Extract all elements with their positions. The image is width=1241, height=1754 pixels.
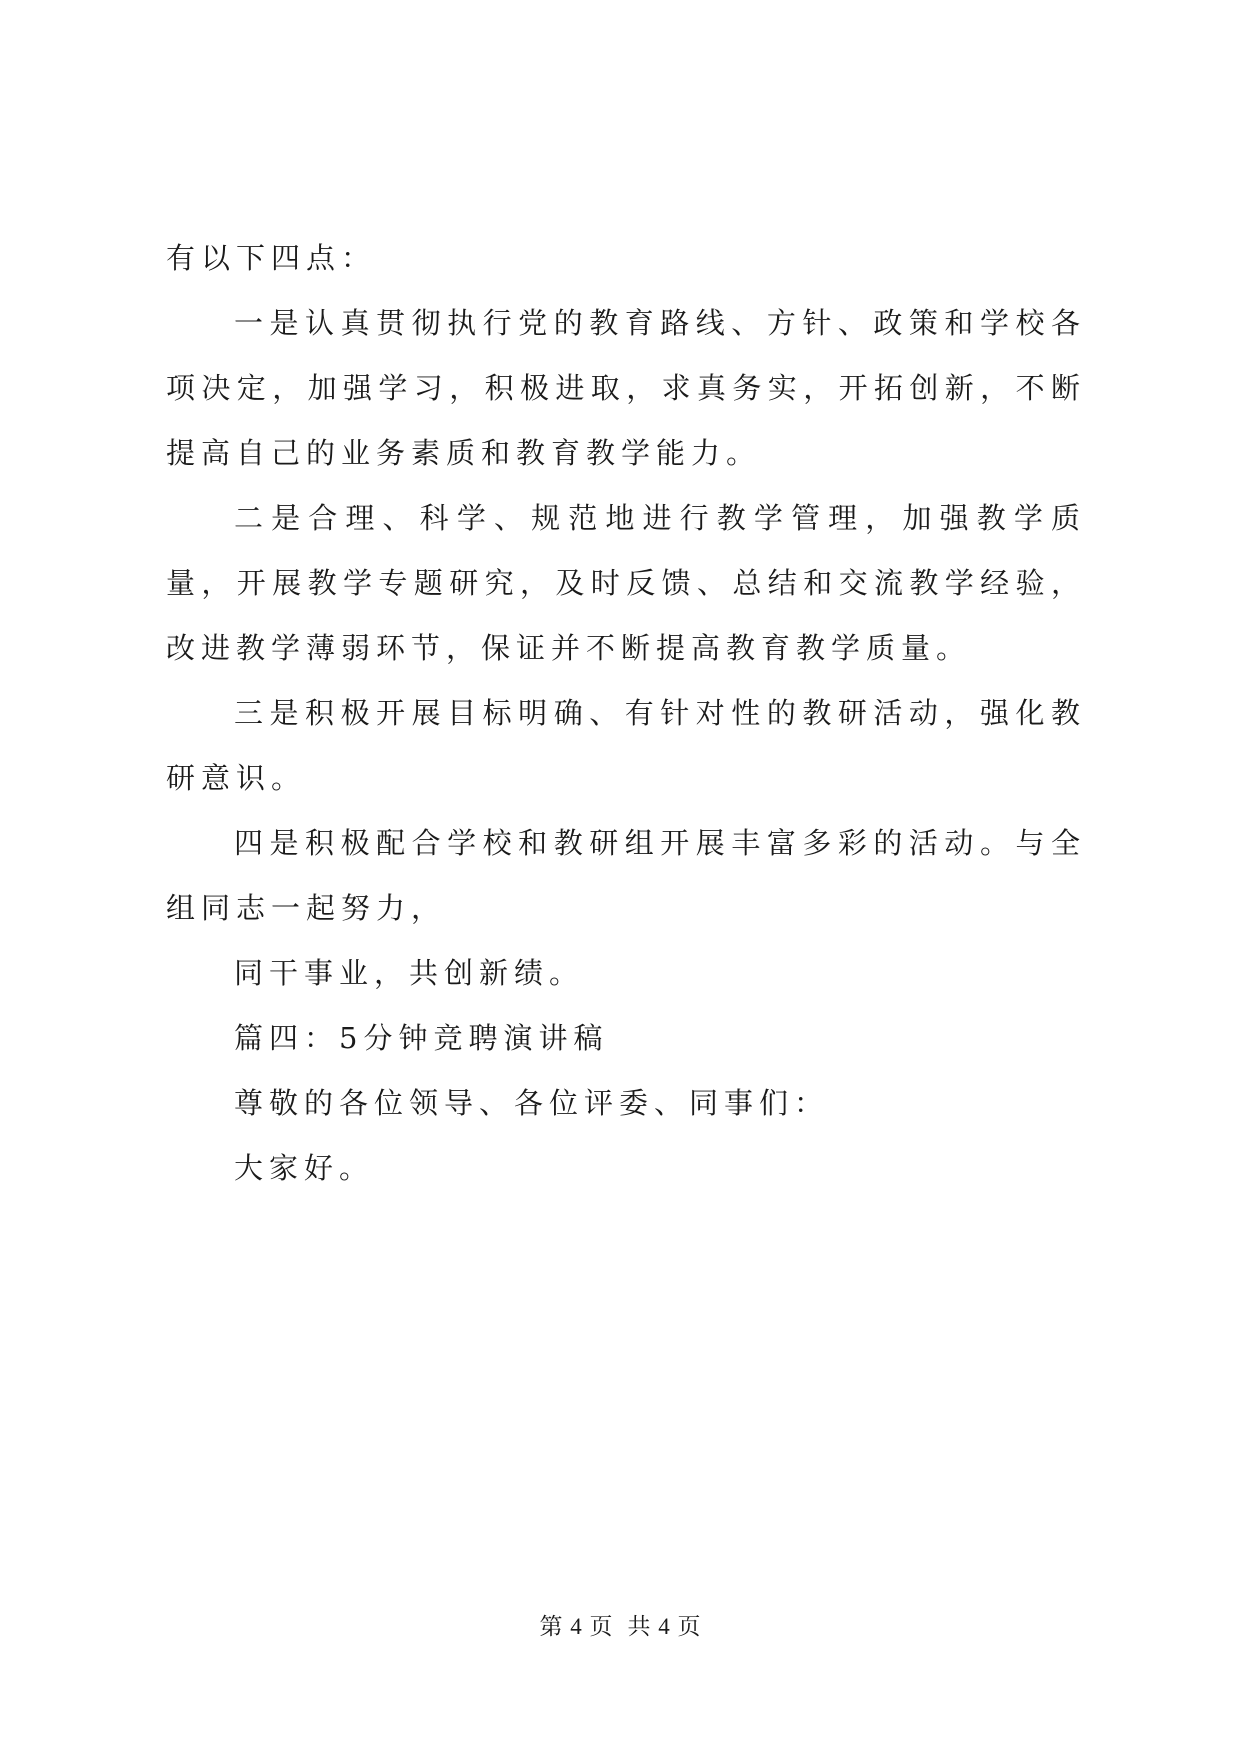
paragraph-intro: 有以下四点：	[166, 241, 377, 275]
page-footer	[0, 1608, 1241, 1641]
greeting: 大家好。	[234, 1151, 375, 1185]
paragraph-point-one: 一是认真贯彻执行党的教育路线、方针、政策和学校各项决定，加强学习，积极进取，求真务实，开拓创新，不断提高自己的业务素质和教育教学能力。	[166, 306, 1086, 470]
paragraph-point-four: 四是积极配合学校和教研组开展丰富多彩的活动。与全组同志一起努力，	[166, 826, 1086, 925]
paragraph-point-three: 三是积极开展目标明确、有针对性的教研活动，强化教研意识。	[166, 696, 1086, 795]
document-body	[166, 226, 1086, 1201]
salutation: 尊敬的各位领导、各位评委、同事们：	[234, 1086, 830, 1120]
page-number-current: 第 4 页	[539, 1614, 614, 1639]
section-heading: 篇四：5分钟竞聘演讲稿	[234, 1021, 609, 1055]
paragraph-closing: 同干事业，共创新绩。	[234, 956, 585, 990]
page-number-total: 共 4 页	[627, 1614, 702, 1639]
paragraph-point-two: 二是合理、科学、规范地进行教学管理，加强教学质量，开展教学专题研究，及时反馈、总结和交流教学经验，改进教学薄弱环节，保证并不断提高教育教学质量。	[166, 501, 1086, 665]
